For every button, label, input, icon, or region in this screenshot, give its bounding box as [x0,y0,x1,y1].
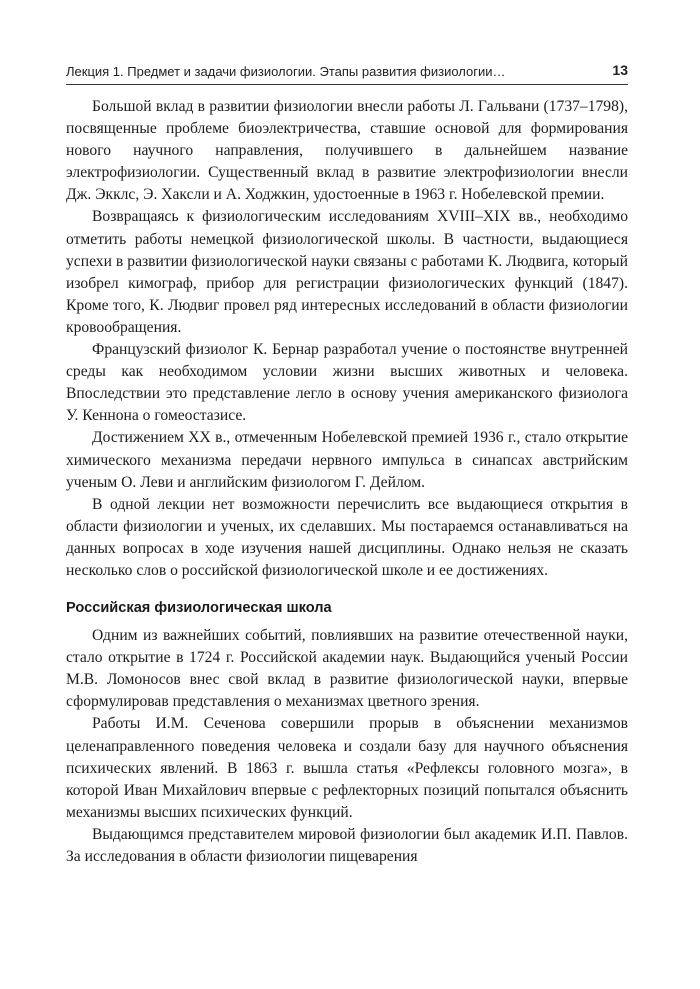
section-heading: Российская физиологическая школа [66,600,332,617]
body-text [66,96,628,868]
paragraph-sechenov: Работы И.М. Сеченова совершили прорыв в объяснении механизмов целенаправленного поведения человека и создали базу для научного объяснения психических явлений. В 1863 г. вышла статья «Рефлексы головного мозга», в которой Иван Михайлович впервые с рефлекторных позиций попытался объяснить механизмы высших психических функций. [66,715,628,821]
paragraph-lecture-scope: В одной лекции нет возможности перечислить все выдающиеся открытия в области физиологии и ученых, их сделавших. Мы постараемся останавливаться на данных вопросах в ходе изучения нашей дисциплины. Однако нельзя не сказать несколько слов о российской физиологической школе и ее достижениях. [66,495,628,579]
paragraph-synapse: Достижением XX в., отмеченным Нобелевской премией 1936 г., стало открытие химического механизма передачи нервного импульса в синапсах австрийским ученым О. Леви и английским физиологом Г. Дейлом. [66,429,628,491]
paragraph-pavlov: Выдающимся представителем мировой физиологии был академик И.П. Павлов. За исследования в области физиологии пищеварения [66,825,628,865]
paragraph-academy: Одним из важнейших событий, повлиявших на развитие отечественной науки, стало открытие в 1724 г. Российской академии наук. Выдающийся ученый России М.В. Ломоносов внес свой вклад в развитие физиологической науки, впервые сформулировав представления о механизмах цветного зрения. [66,627,628,711]
header-title: Лекция 1. Предмет и задачи физиологии. Этапы развития физиологии… [66,64,506,79]
paragraph-galvani: Большой вклад в развитии физиологии внесли работы Л. Гальвани (1737–1798), посвященные проблеме биоэлектричества, ставшие основой для формирования нового научного направления, получившего в дальнейшем название электрофизиологии. Существенный вклад в развитие электрофизиологии внесли Дж. Экклс, Э. Хаксли и А. Ходжкин, удостоенные в 1963 г. Нобелевской премии. [66,98,628,204]
paragraph-bernard: Французский физиолог К. Бернар разработал учение о постоянстве внутренней среды как необходимом условии жизни высших животных и человека. Впоследствии это представление легло в основу учения американского физиолога У. Кеннона о гомеостазисе. [66,341,628,425]
page-number: 13 [612,62,628,78]
paragraph-german-school: Возвращаясь к физиологическим исследованиям XVIII–XIX вв., необходимо отметить работы немецкой физиологической школы. В частности, выдающиеся успехи в развитии физиологической науки связаны с работами К. Людвига, который изобрел кимограф, прибор для регистрации физиологических функций (1847). Кроме того, К. Людвиг провел ряд интересных исследований в области физиологии кровообращения. [66,208,628,336]
running-header [66,62,628,85]
